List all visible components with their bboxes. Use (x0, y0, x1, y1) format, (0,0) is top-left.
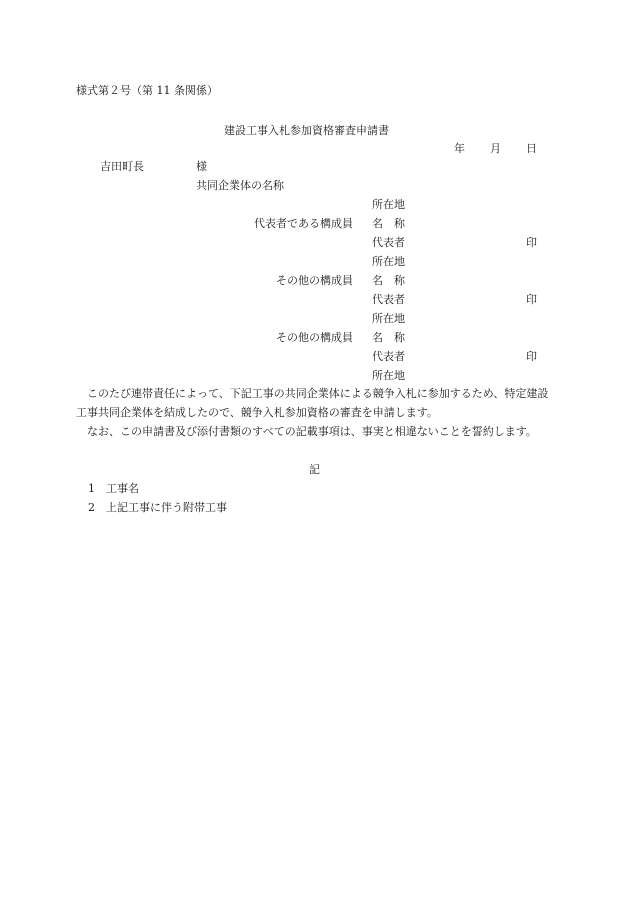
member-seal: 印 (526, 350, 537, 363)
item-label: 上記工事に伴う附帯工事 (106, 501, 227, 514)
member-role: その他の構成員 (276, 274, 353, 287)
member-rep-label: 代表者 (372, 293, 405, 306)
form-number: 様式第２号（第 11 条関係） (76, 84, 218, 97)
member-name-label: 名 称 (372, 331, 405, 344)
date-month: 月 (490, 142, 501, 155)
member-role: 代表者である構成員 (254, 217, 353, 230)
member-seal: 印 (526, 236, 537, 249)
ki-heading: 記 (309, 463, 320, 476)
item-number: 1 (88, 482, 95, 495)
trailing-address-label: 所在地 (372, 369, 405, 382)
addressee-name: 吉田町長 (100, 160, 144, 173)
member-name-label: 名 称 (372, 274, 405, 287)
date-day: 日 (526, 142, 537, 155)
body-paragraph-1: このたび連帯責任によって、下記工事の共同企業体による競争入札に参加するため、特定建設工事共同企業体を結成したので、競争入札参加資格の審査を申請します。 (76, 387, 549, 419)
member-address-label: 所在地 (372, 255, 405, 268)
body-paragraph-2: なお、この申請書及び添付書類のすべての記載事項は、事実と相違ないことを誓約します。 (76, 425, 537, 438)
date-year: 年 (454, 142, 465, 155)
addressee-honorific: 様 (196, 160, 207, 173)
member-role: その他の構成員 (276, 331, 353, 344)
member-rep-label: 代表者 (372, 350, 405, 363)
item-number: 2 (88, 501, 95, 514)
member-seal: 印 (526, 293, 537, 306)
item-label: 工事名 (106, 482, 139, 495)
member-address-label: 所在地 (372, 198, 405, 211)
document-title: 建設工事入札参加資格審査申請書 (224, 124, 389, 137)
member-rep-label: 代表者 (372, 236, 405, 249)
member-name-label: 名 称 (372, 217, 405, 230)
member-address-label: 所在地 (372, 312, 405, 325)
jv-name-label: 共同企業体の名称 (196, 179, 284, 192)
